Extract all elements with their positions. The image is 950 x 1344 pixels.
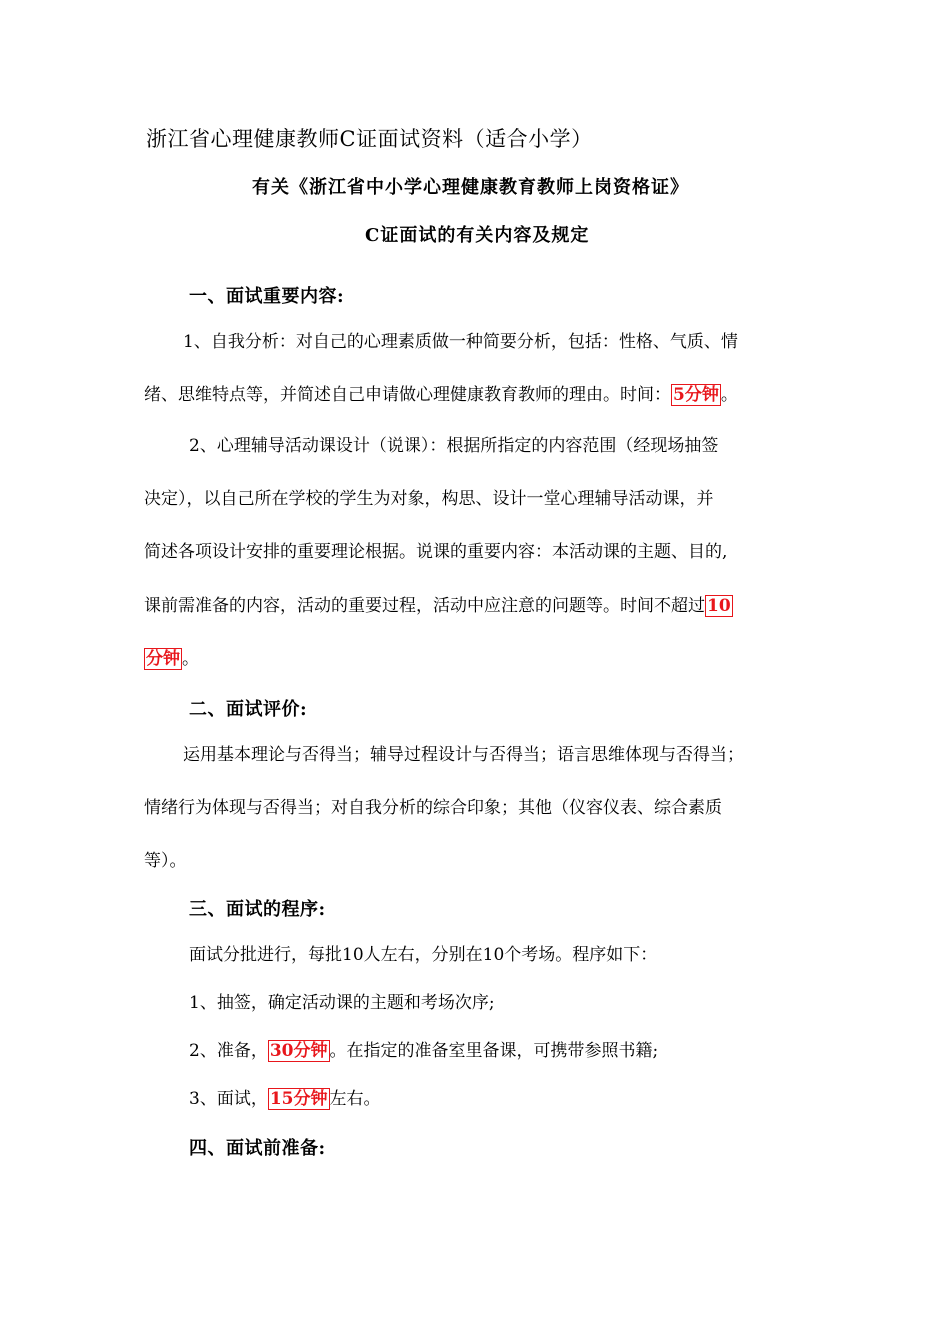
section-2-line-3: 等）。 — [144, 851, 187, 871]
section-2-line-1: 运用基本理论与否得当；辅导过程设计与否得当；语言思维体现与否得当； — [183, 745, 744, 765]
text-segment: 。 — [182, 649, 199, 669]
section-2-line-2: 情绪行为体现与否得当；对自我分析的综合印象；其他（仪容仪表、综合素质 — [144, 798, 722, 818]
section-1-item-2-line-4 — [144, 594, 733, 618]
section-1-item-2-line-3: 简述各项设计安排的重要理论根据。说课的重要内容：本活动课的主题、目的, — [144, 542, 728, 562]
text-segment: 。在指定的准备室里备课，可携带参照书籍; — [329, 1041, 659, 1061]
duration-highlight: 15分钟 — [269, 1089, 328, 1109]
subtitle-line-2: C证面试的有关内容及规定 — [365, 225, 590, 246]
section-1-item-2-line-2: 决定），以自己所在学校的学生为对象，构思、设计一堂心理辅导活动课，并 — [144, 489, 714, 509]
document-title: 浙江省心理健康教师C证面试资料（适合小学） — [146, 127, 593, 151]
section-3-intro: 面试分批进行，每批10人左右，分别在10个考场。程序如下： — [189, 945, 658, 965]
duration-highlight: 分钟 — [146, 649, 180, 669]
text-segment: 左右。 — [329, 1089, 381, 1109]
text-segment: 3、面试， — [189, 1089, 268, 1109]
section-3-step-1: 1、抽签，确定活动课的主题和考场次序; — [189, 993, 495, 1013]
text-segment: 课前需准备的内容，活动的重要过程，活动中应注意的问题等。时间不超过 — [144, 596, 705, 616]
section-1-heading: 一、面试重要内容: — [189, 286, 345, 307]
section-3-step-3 — [189, 1087, 381, 1111]
section-2-heading: 二、面试评价: — [189, 699, 308, 720]
duration-highlight: 10 — [707, 596, 731, 616]
section-3-heading: 三、面试的程序: — [189, 899, 326, 920]
section-1-item-1-line-1: 1、自我分析：对自己的心理素质做一种简要分析，包括：性格、气质、情 — [183, 332, 738, 352]
text-segment: 绪、思维特点等，并简述自己申请做心理健康教育教师的理由。时间： — [144, 385, 671, 405]
duration-highlight: 5分钟 — [673, 385, 719, 405]
subtitle-line-1: 有关《浙江省中小学心理健康教育教师上岗资格证》 — [252, 177, 689, 198]
text-segment: 。 — [720, 385, 738, 405]
section-1-item-2-line-5 — [144, 647, 199, 671]
section-1-item-2-line-1: 2、心理辅导活动课设计（说课）：根据所指定的内容范围（经现场抽签 — [189, 436, 719, 456]
duration-highlight: 30分钟 — [269, 1041, 328, 1061]
section-3-step-2 — [189, 1039, 658, 1063]
text-segment: 2、准备， — [189, 1041, 268, 1061]
section-4-heading: 四、面试前准备: — [189, 1138, 326, 1159]
section-1-item-1-line-2 — [144, 383, 738, 407]
